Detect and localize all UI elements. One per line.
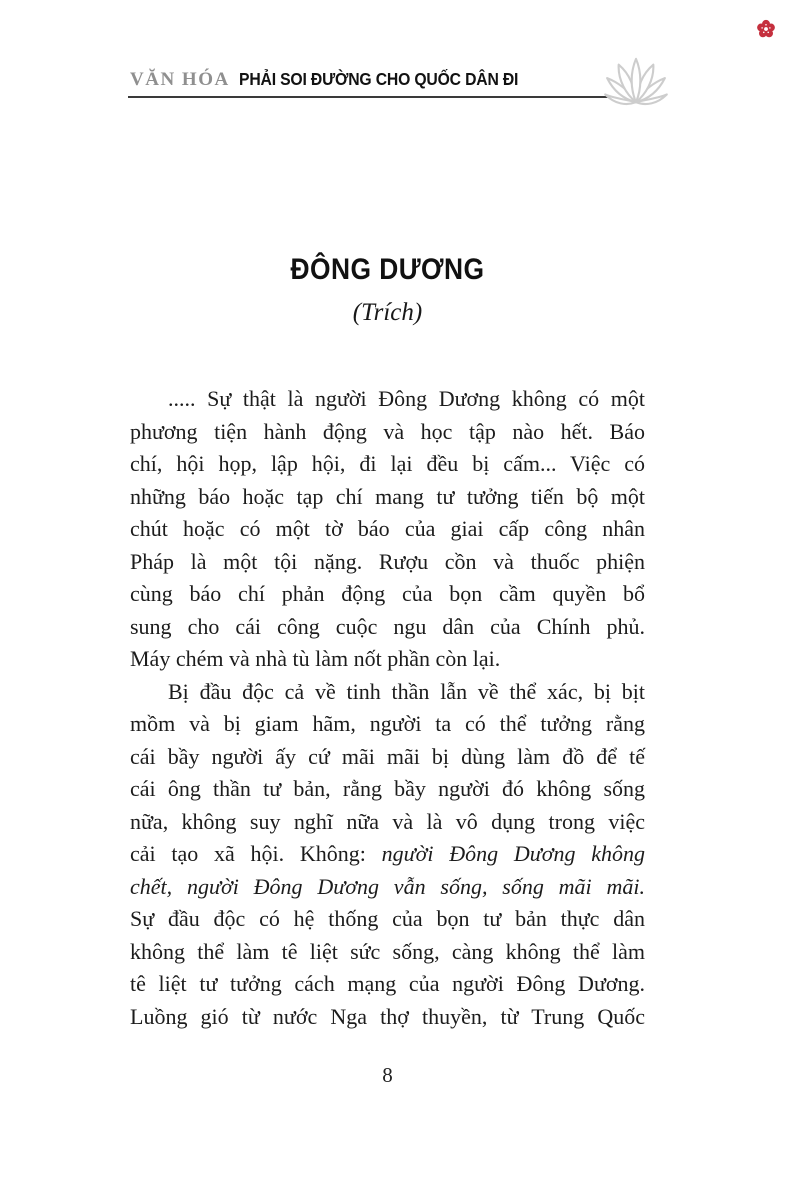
text-line: cái bầy người ấy cứ mãi mãi bị dùng làm đồ để tế xyxy=(130,743,645,769)
text-line: không thể làm tê liệt sức sống, càng không thể làm xyxy=(130,938,645,964)
series-title-gray: VĂN HÓA xyxy=(130,69,230,90)
running-header xyxy=(130,69,620,91)
text-line: chí, hội họp, lập hội, đi lại đều bị cấm... Việc có xyxy=(130,451,645,476)
page-title: ĐÔNG DƯƠNG xyxy=(290,253,485,286)
text-line: sung cho cái công cuộc ngu dân của Chính phủ. xyxy=(130,613,645,639)
text-line: Sự đầu độc có hệ thống của bọn tư bản thực dân xyxy=(130,906,645,931)
text-line: những báo hoặc tạp chí mang tư tưởng tiến bộ một xyxy=(130,483,645,509)
text-line: chết, người Đông Dương vẫn sống, sống mãi mãi. xyxy=(130,873,645,899)
text-line: chút hoặc có một tờ báo của giai cấp công nhân xyxy=(130,516,645,541)
text-line: cái ông thần tư bản, rằng bầy người đó không sống xyxy=(130,776,645,801)
series-title-bold: PHẢI SOI ĐƯỜNG CHO QUỐC DÂN ĐI xyxy=(238,69,518,89)
page-number: 8 xyxy=(382,1063,393,1087)
header-rule xyxy=(128,96,612,98)
text-line: Pháp là một tội nặng. Rượu cồn và thuốc phiện xyxy=(130,548,645,574)
text-line: ..... Sự thật là người Đông Dương không có một xyxy=(168,386,645,411)
text-line: cải tạo xã hội. Không: người Đông Dương không xyxy=(130,841,645,866)
body-text xyxy=(130,383,645,1033)
text-line: cùng báo chí phản động của bọn cầm quyền bổ xyxy=(130,581,645,606)
text-line: Luồng gió từ nước Nga thợ thuyền, từ Trung Quốc xyxy=(130,1003,645,1029)
text-line: tê liệt tư tưởng cách mạng của người Đông Dương. xyxy=(130,971,645,996)
page-subtitle: (Trích) xyxy=(352,299,423,326)
text-line: Bị đầu độc cả về tinh thần lẫn về thể xác, bị bịt xyxy=(168,678,645,704)
lotus-icon xyxy=(601,56,671,106)
text-line: mồm và bị giam hãm, người ta có thể tưởng rằng xyxy=(130,711,645,736)
text-line: nữa, không suy nghĩ nữa và là vô dụng trong việc xyxy=(130,808,645,834)
text-line: phương tiện hành động và học tập nào hết. Báo xyxy=(130,418,645,444)
red-blossom-icon xyxy=(756,19,776,39)
text-line: Máy chém và nhà tù làm nốt phần còn lại. xyxy=(130,646,501,671)
